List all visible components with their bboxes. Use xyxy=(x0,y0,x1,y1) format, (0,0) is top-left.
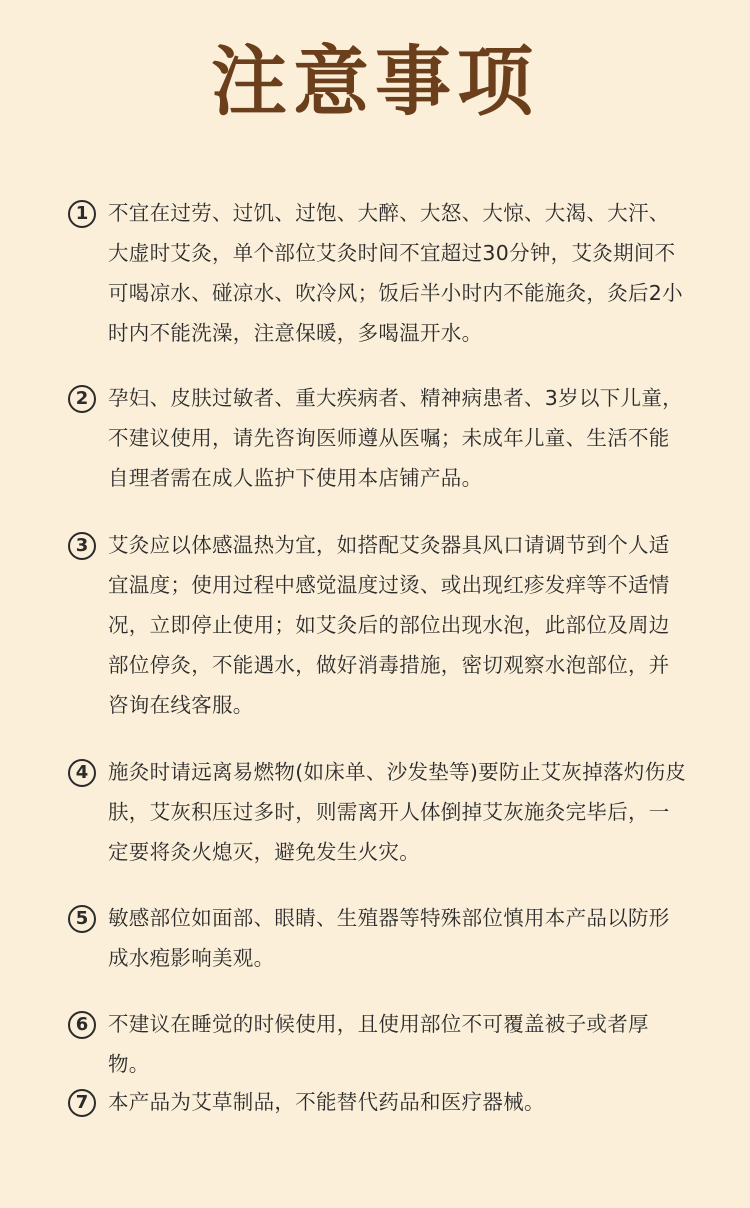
item-text: 孕妇、皮肤过敏者、重大疾病者、精神病患者、3岁以下儿童，不建议使用，请先咨询医师遵从医嘱；未成年儿童、生活不能自理者需在成人监护下使用本店铺产品。 xyxy=(108,386,683,490)
item-text: 艾灸应以体感温热为宜，如搭配艾灸器具风口请调节到个人适宜温度；使用过程中感觉温度过烫、或出现红疹发痒等不适情况，立即停止使用；如艾灸后的部位出现水泡，此部位及周边部位停灸，不能遇水，做好消毒措施，密切观察水泡部位，并咨询在线客服。 xyxy=(108,533,670,717)
item-number-badge: 3 xyxy=(68,532,96,560)
notice-item xyxy=(68,530,688,725)
item-number-badge: 1 xyxy=(68,200,96,228)
item-number-badge: 4 xyxy=(68,759,96,787)
notice-item xyxy=(68,1087,688,1122)
notice-item xyxy=(68,198,688,353)
item-number-badge: 7 xyxy=(68,1089,96,1117)
notice-item xyxy=(68,757,688,872)
item-text: 不建议在睡觉的时候使用，且使用部位不可覆盖被子或者厚物。 xyxy=(108,1012,649,1076)
item-number-badge: 6 xyxy=(68,1011,96,1039)
item-text: 施灸时请远离易燃物(如床单、沙发垫等)要防止艾灰掉落灼伤皮肤，艾灰积压过多时，则需离开人体倒掉艾灰施灸完毕后，一定要将灸火熄灭，避免发生火灾。 xyxy=(108,760,687,864)
item-text: 本产品为艾草制品，不能替代药品和医疗器械。 xyxy=(108,1090,545,1114)
item-text: 敏感部位如面部、眼睛、生殖器等特殊部位慎用本产品以防形成水疱影响美观。 xyxy=(108,906,670,970)
item-text: 不宜在过劳、过饥、过饱、大醉、大怒、大惊、大渴、大汗、大虚时艾灸，单个部位艾灸时间不宜超过30分钟，艾灸期间不可喝凉水、碰凉水、吹冷风；饭后半小时内不能施灸，灸后2小时内不能洗澡，注意保暖，多喝温开水。 xyxy=(108,201,683,345)
page-title: 注意事项 xyxy=(211,37,539,126)
notice-item xyxy=(68,383,688,498)
notice-item xyxy=(68,1009,688,1084)
item-number-badge: 5 xyxy=(68,905,96,933)
item-number-badge: 2 xyxy=(68,385,96,413)
notice-item xyxy=(68,903,688,978)
